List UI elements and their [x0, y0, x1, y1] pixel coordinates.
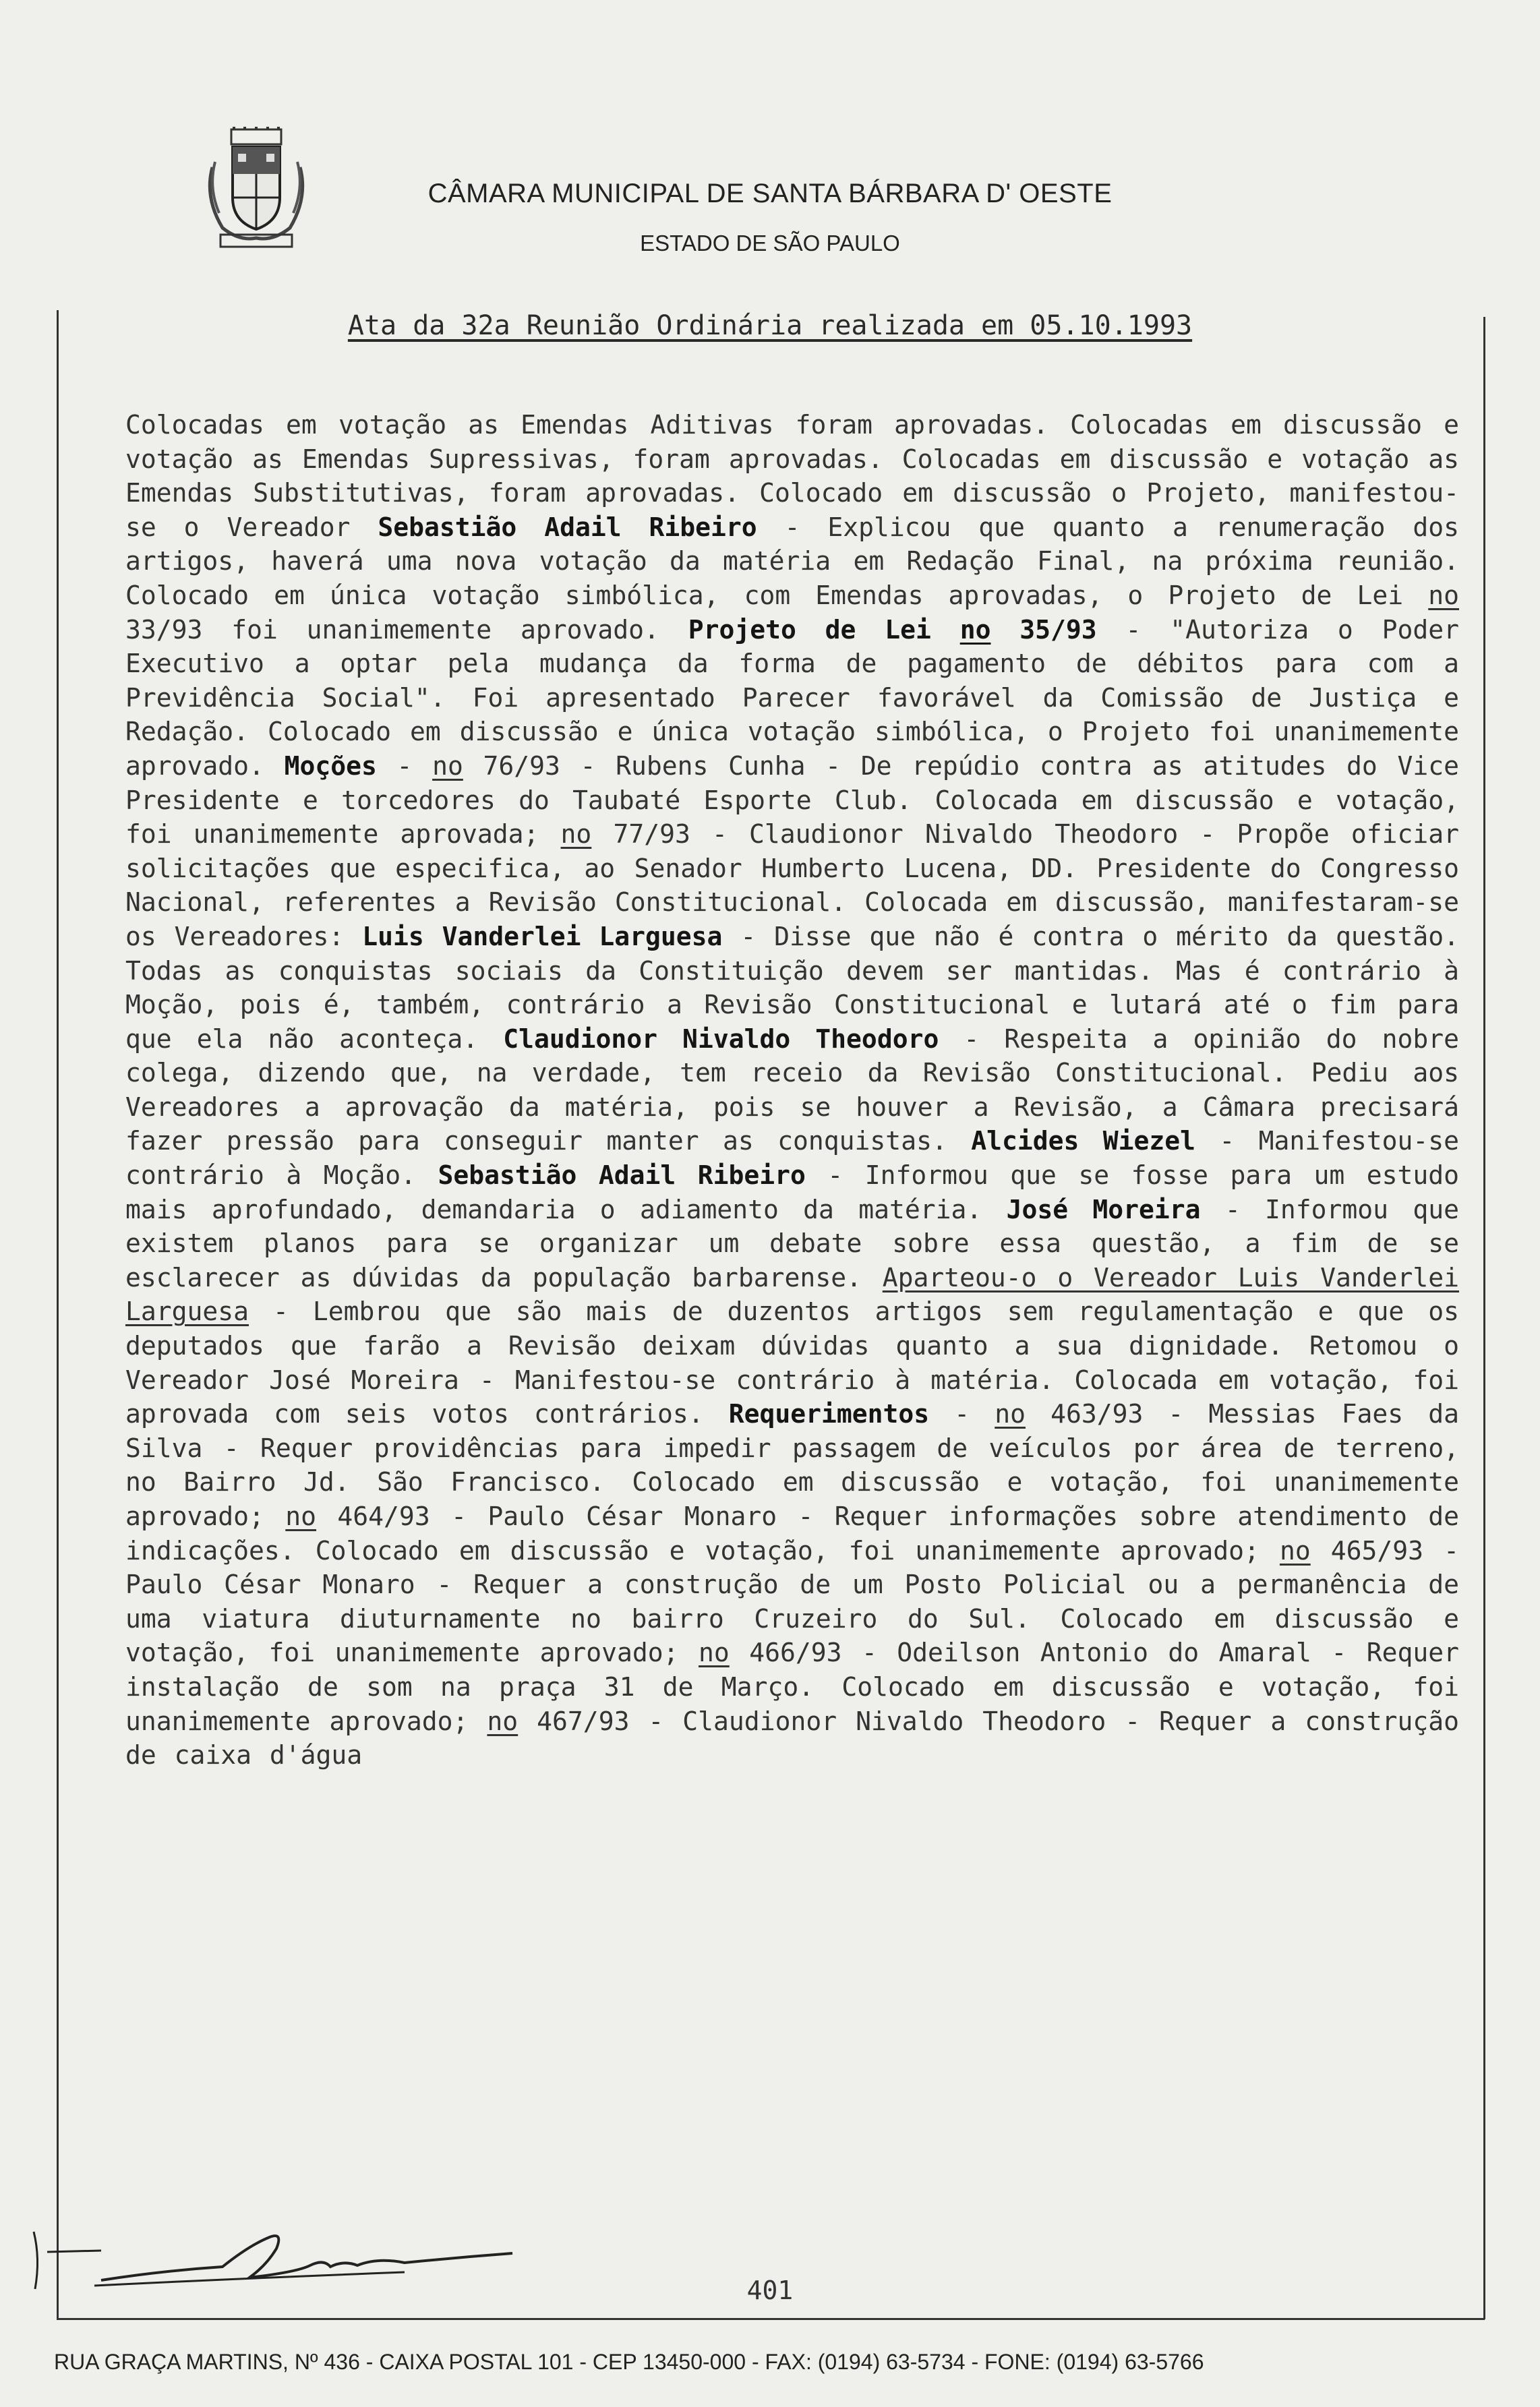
body-text: - Disse que não é contra o mérito da questão. Todas as conquistas sociais da Constituição devem ser mantidas. Mas é contrário à Moção, pois é, também, contrário a Revisão Constitucional e lutará até o fim para que ela não aconteça.	[125, 921, 1459, 1054]
body-text: 76/93 - Rubens Cunha - De repúdio contra as atitudes do Vice Presidente e torcedores do Taubaté Esporte Club. Colocada em discussão e votação, foi unanimemente aprovada;	[125, 750, 1459, 850]
body-text: - Informou que se fosse para um estudo mais aprofundado, demandaria o adiamento da matéria.	[125, 1160, 1459, 1224]
section-heading	[688, 615, 1097, 645]
councilor-name: Sebastião Adail Ribeiro	[378, 512, 757, 542]
section-heading-text: Projeto de Lei	[688, 614, 960, 645]
body-text: 463/93 - Messias Faes da Silva - Requer providências para impedir passagem de veículos por área de terreno, no Bairro Jd. São Francisco. Colocado em discussão e votação, foi unanimemente aprovado;	[125, 1399, 1460, 1531]
body-text: - Respeita a opinião do nobre colega, dizendo que, na verdade, tem receio da Revisão Constitucional. Pediu aos Vereadores a aprovação da matéria, pois se houver a Revisão, a Câmara precisará fazer pressão para conseguir manter as conquistas.	[125, 1023, 1459, 1156]
number-abbrev: no	[487, 1706, 519, 1736]
body-text: - Explicou que quanto a renumeração dos artigos, haverá uma nova votação da matéria em Redação Final, na próxima reunião. Colocado em única votação simbólica, com Emendas aprovadas, o Projeto de Lei	[125, 512, 1459, 610]
number-abbrev: no	[432, 750, 463, 781]
minutes-body	[125, 408, 1459, 1773]
body-text: 465/93 - Paulo César Monaro - Requer a construção de um Posto Policial ou a permanência de uma viatura diuturnamente no bairro Cruzeiro do Sul. Colocado em discussão e votação, foi unanimemente aprovado;	[125, 1535, 1459, 1668]
minutes-title: Ata da 32a Reunião Ordinária realizada em 05.10.1993	[347, 310, 1193, 341]
aparte-note: Aparteou-o o Vereador Luis Vanderlei Larguesa	[125, 1262, 1460, 1327]
body-text: - Manifestou-se contrário à Moção.	[125, 1126, 1459, 1191]
body-text: 77/93 - Claudionor Nivaldo Theodoro - Propõe oficiar solicitações que especifica, ao Senador Humberto Lucena, DD. Presidente do Congresso Nacional, referentes a Revisão Constitucional. Colocada em discussão, manifestaram-se os Vereadores:	[125, 819, 1459, 951]
body-text: 33/93 foi unanimemente aprovado.	[125, 614, 688, 645]
number-abbrev: no	[1428, 580, 1459, 610]
body-text: -	[929, 1399, 995, 1429]
section-heading-text: 35/93	[990, 614, 1097, 645]
section-heading: Requerimentos	[728, 1399, 930, 1429]
right-margin-line	[1483, 317, 1485, 2319]
bottom-margin-line	[57, 2318, 1485, 2320]
councilor-name: Claudionor Nivaldo Theodoro	[503, 1023, 939, 1054]
number-abbrev: no	[698, 1638, 730, 1668]
body-text: - Informou que existem planos para se organizar um debate sobre essa questão, a fim de se esclarecer as dúvidas da população barbarense.	[125, 1194, 1459, 1292]
councilor-name: Sebastião Adail Ribeiro	[438, 1160, 806, 1191]
councilor-name: José Moreira	[1006, 1194, 1201, 1224]
body-text: 467/93 - Claudionor Nivaldo Theodoro - Requer a construção de caixa d'água	[125, 1706, 1459, 1771]
institution-state: ESTADO DE SÃO PAULO	[640, 231, 900, 256]
body-text: - Lembrou que são mais de duzentos artigos sem regulamentação e que os deputados que farão a Revisão deixam dúvidas quanto a sua dignidade. Retomou o Vereador José Moreira - Manifestou-se contrário à matéria. Colocada em votação, foi aprovada com seis votos contrários.	[125, 1297, 1459, 1429]
number-abbrev: no	[959, 614, 991, 645]
section-heading: Moções	[284, 750, 377, 781]
body-text: 466/93 - Odeilson Antonio do Amaral - Requer instalação de som na praça 31 de Março. Colocado em discussão e votação, foi unanimemente aprovado;	[125, 1638, 1459, 1736]
number-abbrev: no	[560, 819, 592, 850]
page-number: 401	[746, 2276, 794, 2305]
number-abbrev: no	[995, 1399, 1026, 1429]
body-text: -	[376, 750, 433, 781]
body-text: - "Autoriza o Poder Executivo a optar pela mudança da forma de pagamento de débitos para com a Previdência Social". Foi apresentado Parecer favorável da Comissão de Justiça e Redação. Colocado em discussão e única votação simbólica, o Projeto foi unanimemente aprovado.	[125, 614, 1459, 781]
councilor-name: Luis Vanderlei Larguesa	[362, 921, 723, 951]
body-text: 464/93 - Paulo César Monaro - Requer informações sobre atendimento de indicações. Colocado em discussão e votação, foi unanimemente aprovado;	[125, 1502, 1459, 1566]
footer-address: RUA GRAÇA MARTINS, Nº 436 - CAIXA POSTAL 101 - CEP 13450-000 - FAX: (0194) 63-5734 - FONE: (0194) 63-5766	[54, 2350, 1204, 2374]
councilor-name: Alcides Wiezel	[971, 1126, 1195, 1156]
number-abbrev: no	[1279, 1535, 1311, 1566]
left-margin-line	[57, 310, 59, 2319]
body-text: Colocadas em votação as Emendas Aditivas foram aprovadas. Colocadas em discussão e votação as Emendas Supressivas, foram aprovadas. Colocadas em discussão e votação as Emendas Substitutivas, foram aprovadas. Colocado em discussão o Projeto, manifestou-se o Vereador	[125, 410, 1459, 542]
number-abbrev: no	[285, 1502, 317, 1531]
institution-name: CÂMARA MUNICIPAL DE SANTA BÁRBARA D' OESTE	[427, 179, 1113, 208]
